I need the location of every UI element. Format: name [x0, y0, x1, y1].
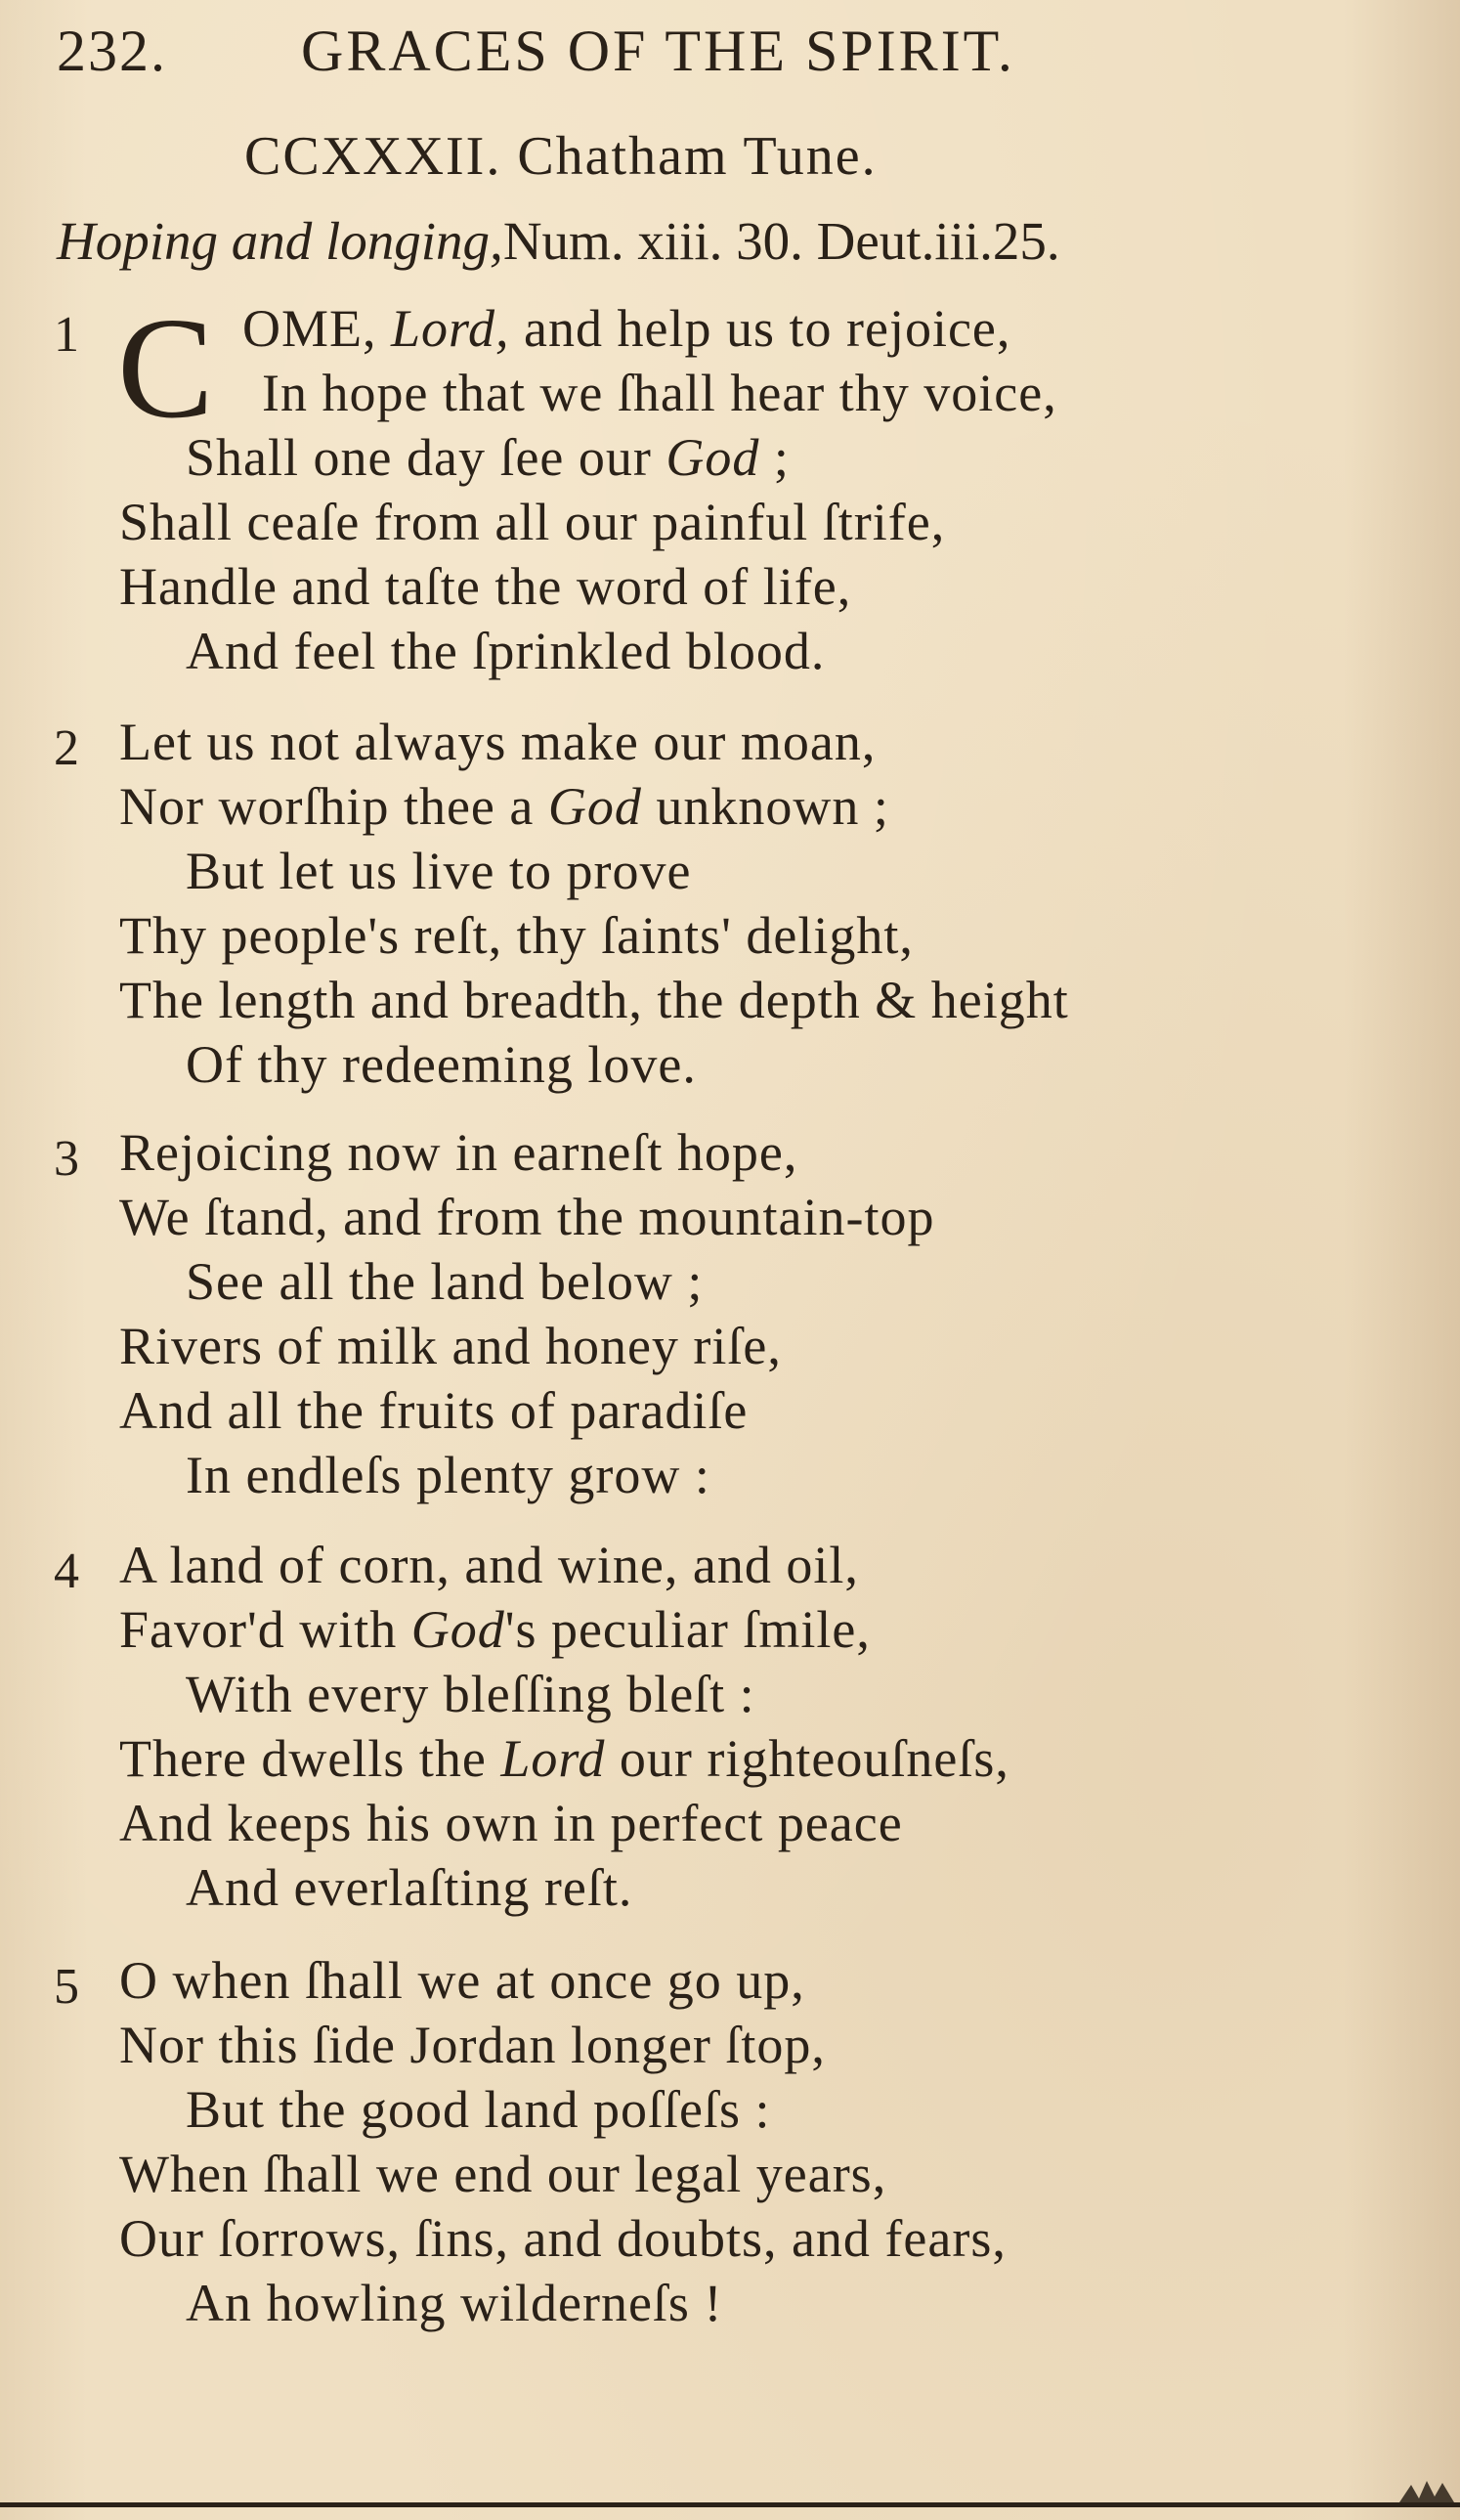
stanza-number: 1 — [54, 307, 79, 363]
stanza-line: The length and breadth, the depth & height — [119, 971, 1069, 1029]
bottom-rule — [0, 2502, 1460, 2507]
stanza-line: Favor'd with God's peculiar ſmile, — [119, 1600, 871, 1659]
stanza-line: We ſtand, and from the mountain-top — [119, 1188, 935, 1246]
stanza-line: With every bleſſing bleſt : — [186, 1665, 755, 1723]
stanza-line: In hope that we ſhall hear thy voice, — [262, 364, 1057, 422]
stanza-line: There dwells the Lord our righteouſneſs, — [119, 1729, 1009, 1788]
stanza-line: And feel the ſprinkled blood. — [186, 622, 826, 680]
stanza-line: But let us live to prove — [186, 842, 692, 900]
stanza-line: See all the land below ; — [186, 1252, 704, 1311]
stanza-line: And keeps his own in perfect peace — [119, 1794, 903, 1852]
stanza-line: Rivers of milk and honey riſe, — [119, 1317, 782, 1375]
stanza-line: O when ſhall we at once go up, — [119, 1951, 805, 2010]
hymn-subject-line — [57, 210, 1060, 272]
stanza-line: Our ſorrows, ſins, and doubts, and fears, — [119, 2209, 1007, 2268]
stanza-line: Nor worſhip thee a God unknown ; — [119, 777, 889, 836]
stanza-line: Thy people's reſt, thy ſaints' delight, — [119, 906, 914, 965]
drop-cap: C — [117, 288, 214, 449]
stanza-line: Nor this ſide Jordan longer ſtop, — [119, 2016, 826, 2074]
stanza-line: And everlaſting reſt. — [186, 1858, 633, 1917]
stanza-line: Handle and taſte the word of life, — [119, 557, 852, 616]
stanza-line: In endleſs plenty grow : — [186, 1446, 710, 1504]
stanza-line: Shall ceaſe from all our painful ſtrife, — [119, 493, 946, 551]
stanza-line: OME, Lord, and help us to rejoice, — [242, 299, 1011, 358]
scripture-references: Num. xiii. 30. Deut.iii.25. — [502, 211, 1060, 271]
stanza-line: Rejoicing now in earneſt hope, — [119, 1123, 798, 1182]
hymn-heading: CCXXXII. Chatham Tune. — [244, 126, 878, 187]
running-title: GRACES OF THE SPIRIT. — [301, 19, 1015, 83]
stanza-line: But the good land poſſeſs : — [186, 2080, 771, 2139]
stanza-number: 4 — [54, 1543, 79, 1599]
page-corner-ornament-icon — [1397, 2475, 1456, 2504]
running-head — [57, 18, 1132, 86]
page-number: 232. — [57, 19, 167, 83]
stanza-number: 5 — [54, 1959, 79, 2015]
stanza-line: Let us not always make our moan, — [119, 713, 877, 771]
stanza-line: An howling wilderneſs ! — [186, 2274, 723, 2332]
stanza-number: 2 — [54, 720, 79, 776]
stanza-line: Of thy redeeming love. — [186, 1035, 697, 1094]
hymn-subject: Hoping and longing, — [57, 211, 503, 271]
stanza-line: Shall one day ſee our God ; — [186, 428, 790, 487]
stanza-line: A land of corn, and wine, and oil, — [119, 1536, 859, 1594]
stanza-line: And all the fruits of paradiſe — [119, 1381, 749, 1440]
stanza-number: 3 — [54, 1131, 79, 1187]
stanza-line: When ſhall we end our legal years, — [119, 2145, 887, 2203]
